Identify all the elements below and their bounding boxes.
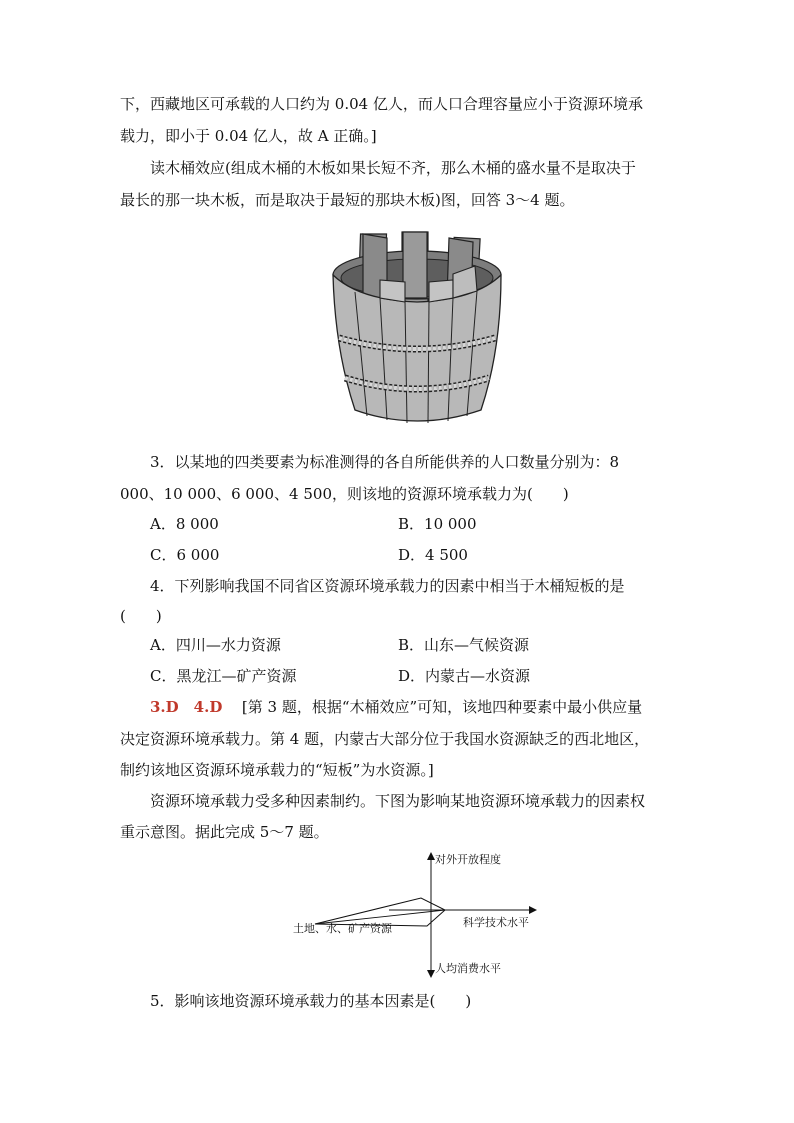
q4-option-b: B．山东—气候资源	[398, 636, 530, 654]
q3-stem-line-2: 000、10 000、6 000、4 500，则该地的资源环境承载力为( )	[120, 485, 569, 503]
answer-34-line-3: 制约该地区资源环境承载力的“短板”为水资源。]	[120, 761, 434, 779]
q4-option-a: A．四川—水力资源	[150, 636, 281, 654]
diagram-intro-line-1: 资源环境承载力受多种因素制约。下图为影响某地资源环境承载力的因素权	[150, 792, 646, 810]
q3-option-a: A．8 000	[150, 515, 219, 533]
label-technology: 科学技术水平	[463, 916, 529, 929]
label-openness: 对外开放程度	[435, 853, 501, 866]
q3-option-b: B．10 000	[398, 515, 477, 533]
answer-keys: 3.D 4.D	[150, 698, 223, 716]
q3-option-d: D．4 500	[398, 546, 468, 564]
answer-34-explanation-1: [第 3 题，根据“木桶效应”可知，该地四种要素中最小供应量	[241, 698, 643, 716]
prev-answer-line-1: 下，西藏地区可承载的人口约为 0.04 亿人，而人口合理容量应小于资源环境承	[120, 95, 643, 113]
label-consumption: 人均消费水平	[435, 962, 501, 975]
prev-answer-line-2: 载力，即小于 0.04 亿人，故 A 正确。]	[120, 127, 377, 145]
factor-weight-diagram	[285, 848, 550, 980]
answer-34-line-2: 决定资源环境承载力。第 4 题，内蒙古大部分位于我国水资源缺乏的西北地区，	[120, 730, 650, 748]
q3-option-c: C．6 000	[150, 546, 220, 564]
q3-stem-line-1: 3．以某地的四类要素为标准测得的各自所能供养的人口数量分别为：8	[150, 453, 620, 471]
q4-option-c: C．黑龙江—矿产资源	[150, 667, 297, 685]
wooden-bucket-figure	[325, 220, 510, 430]
bucket-intro-line-2: 最长的那一块木板，而是取决于最短的那块木板)图，回答 3～4 题。	[120, 191, 575, 209]
q4-option-d: D．内蒙古—水资源	[398, 667, 531, 685]
label-resources: 土地、水、矿产资源	[293, 922, 392, 935]
q4-stem-line-1: 4．下列影响我国不同省区资源环境承载力的因素中相当于木桶短板的是	[150, 577, 625, 595]
q4-stem-line-2: ( )	[120, 607, 162, 625]
bucket-intro-line-1: 读木桶效应(组成木桶的木板如果长短不齐，那么木桶的盛水量不是取决于	[150, 159, 636, 177]
answer-34-line-1	[150, 697, 642, 717]
q5-stem-line-1: 5．影响该地资源环境承载力的基本因素是( )	[150, 992, 472, 1010]
diagram-intro-line-2: 重示意图。据此完成 5～7 题。	[120, 823, 329, 841]
